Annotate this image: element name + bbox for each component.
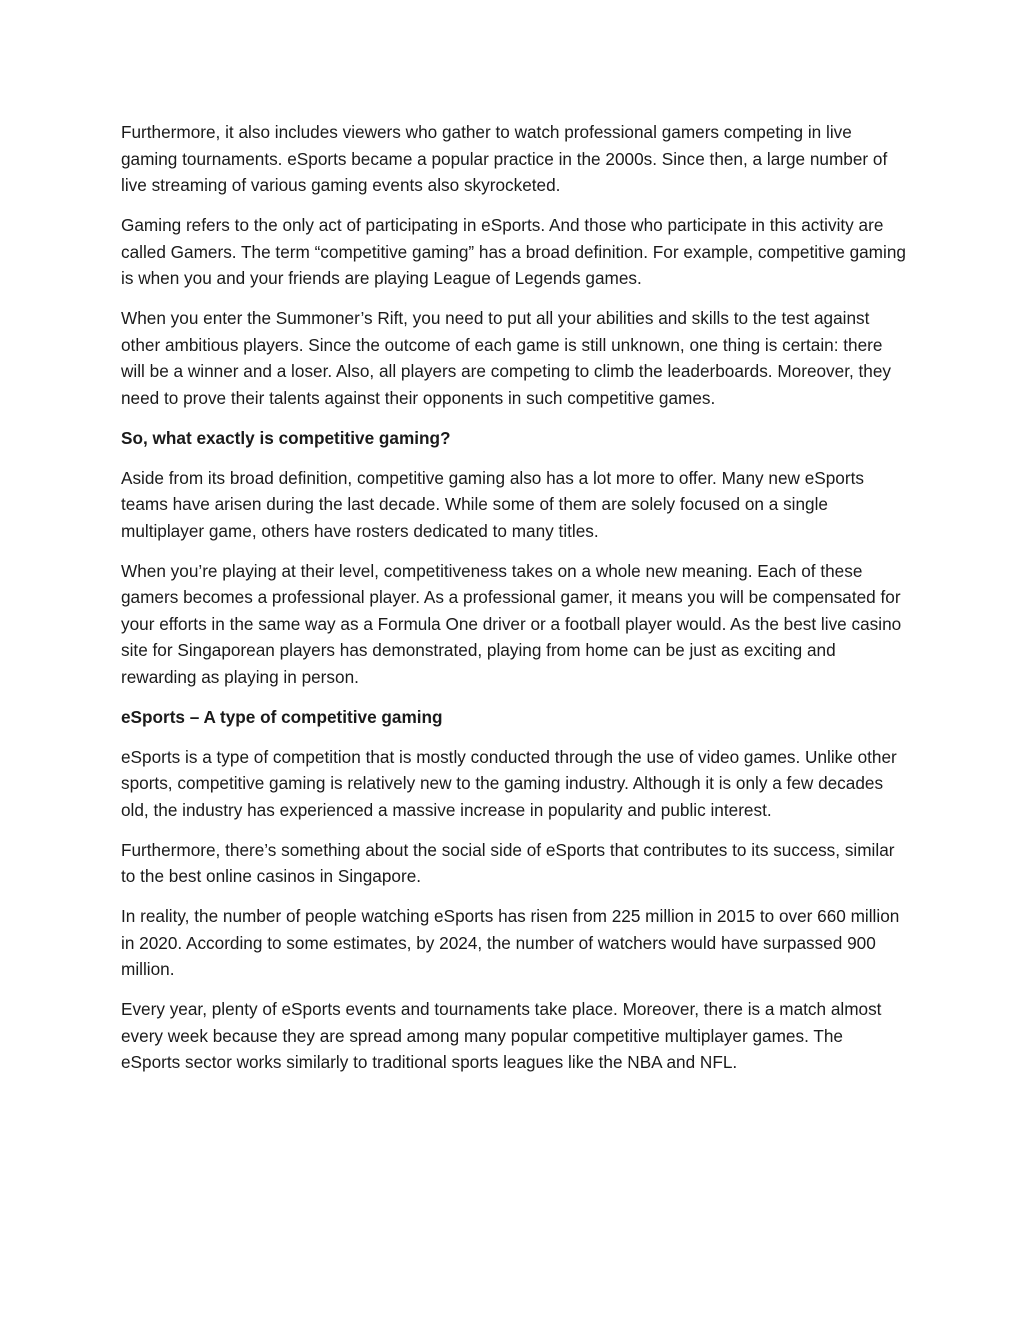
paragraph-summoners-rift: When you enter the Summoner’s Rift, you need to put all your abilities and skills to the test against other ambitious players. Since the outcome of each game is still unknown, one thing is certain: there will be a winner and a loser. Also, all players are competing to climb the leaderboards. Moreover, they need to prove their talents against their opponents in such competitive games. bbox=[121, 308, 892, 408]
paragraph-esports-competition: eSports is a type of competition that is mostly conducted through the use of video games. Unlike other sports, competitive gaming is relatively new to the gaming industry. Although it is only a few decades old, the industry has experienced a massive increase in popularity and public interest. bbox=[121, 746, 897, 820]
paragraph-broad-definition: Aside from its broad definition, competitive gaming also has a lot more to offer. Many new eSports teams have arisen during the last decade. While some of them are solely focused on a single multiplayer game, others have rosters dedicated to many titles. bbox=[121, 467, 864, 541]
paragraph-professional-level: When you’re playing at their level, competitiveness takes on a whole new meaning. Each of these gamers becomes a professional player. As a professional gamer, it means you will be compensated for your efforts in the same way as a Formula One driver or a football player would. As the best live casino site for Singaporean players has demonstrated, playing from home can be just as exciting and rewarding as playing in person. bbox=[121, 560, 902, 687]
heading-what-is-competitive-gaming: So, what exactly is competitive gaming? bbox=[121, 427, 451, 448]
paragraph-viewers: Furthermore, it also includes viewers who gather to watch professional gamers competing in live gaming tournaments. eSports became a popular practice in the 2000s. Since then, a large number of live streaming of various gaming events also skyrocketed. bbox=[121, 122, 888, 195]
heading-esports-type: eSports – A type of competitive gaming bbox=[121, 706, 443, 727]
paragraph-viewer-numbers: In reality, the number of people watching eSports has risen from 225 million in 2015 to over 660 million in 2020. According to some estimates, by 2024, the number of watchers would have surpassed 900 million. bbox=[121, 906, 900, 979]
paragraph-gaming-definition: Gaming refers to the only act of participating in eSports. And those who participate in this activity are called Gamers. The term “competitive gaming” has a broad definition. For example, competitive gaming is when you and your friends are playing League of Legends games. bbox=[121, 215, 906, 288]
paragraph-events-tournaments: Every year, plenty of eSports events and tournaments take place. Moreover, there is a match almost every week because they are spread among many popular competitive multiplayer games. The eSports sector works similarly to traditional sports leagues like the NBA and NFL. bbox=[121, 999, 882, 1072]
document-page bbox=[121, 119, 906, 1089]
paragraph-social-side: Furthermore, there’s something about the social side of eSports that contributes to its success, similar to the best online casinos in Singapore. bbox=[121, 839, 895, 886]
